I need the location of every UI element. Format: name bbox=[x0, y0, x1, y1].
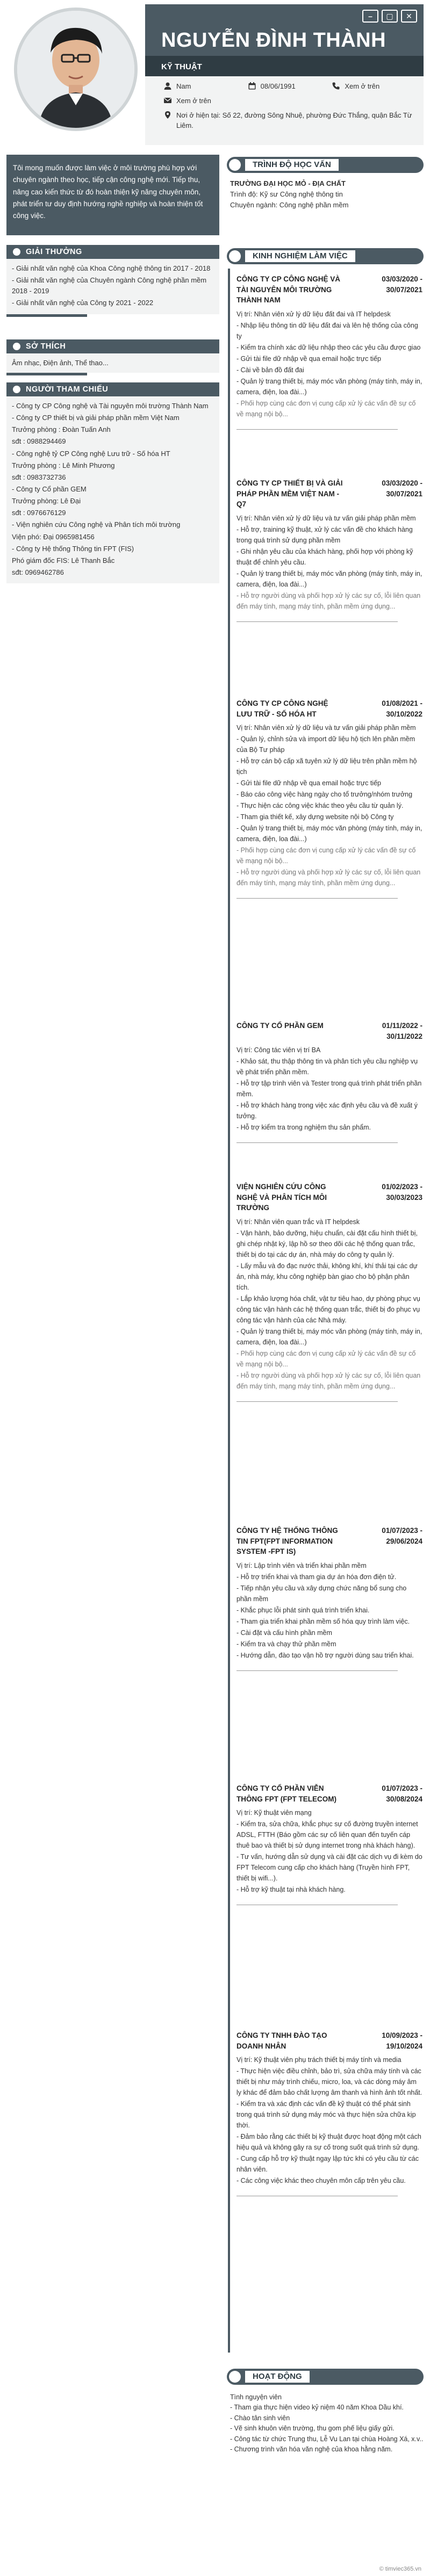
awards-section bbox=[6, 245, 219, 317]
section-divider bbox=[236, 898, 398, 899]
list-item: - Lấy mẫu và đo đạc nước thải, không khí, khí thải tại các dự án, nhà máy, khu công nghiệp bàn giao cho bộ phận phân tích. bbox=[236, 1262, 418, 1291]
list-item: - Vẽ sinh khuôn viên trường, thu gom phế liệu giấy gửi. bbox=[230, 2425, 395, 2433]
list-item: Vị trí: Lập trình viên và triển khai phần mềm bbox=[236, 1561, 367, 1569]
list-item: - Công ty CP Công nghệ và Tài nguyên môi trường Thành Nam bbox=[12, 402, 209, 410]
company-name: CÔNG TY CỔ PHẦN GEM bbox=[236, 1022, 324, 1030]
bullet-dot-icon bbox=[229, 159, 241, 171]
list-item: - Gửi tài file dữ nhập về qua email hoặc trực tiếp bbox=[236, 354, 381, 363]
job-bar bbox=[145, 56, 424, 76]
list-item: sđt : 0988294469 bbox=[12, 437, 66, 446]
activities-section bbox=[227, 2369, 424, 2455]
list-item: sđt: 0969462786 bbox=[12, 568, 64, 576]
footer-watermark: © timviec365.vn bbox=[379, 2566, 421, 2572]
gender-value: Nam bbox=[176, 82, 191, 90]
employment-dates: 03/03/2020 - 30/07/2021 bbox=[382, 275, 422, 294]
company-name: VIỆN NGHIÊN CỨU CÔNG NGHỆ VÀ PHÂN TÍCH MÔI TRƯỜNG bbox=[236, 1183, 327, 1212]
list-item: - Thực hiện việc điều chỉnh, bảo trì, sửa chữa máy tính và các thiết bị như máy trình chiếu, micro, loa, và các dòng máy âm ly khác để đảm bảo chất lượng âm thanh và hình ảnh tốt nhất. bbox=[236, 2067, 422, 2097]
list-item: - Công ty Cổ phần GEM bbox=[12, 484, 87, 493]
list-item: - Phối hợp cùng các đơn vị cung cấp xử lý các vấn đề sự cố về mạng nội bộ... bbox=[236, 846, 416, 865]
activities-list bbox=[227, 2392, 424, 2455]
experience-item bbox=[236, 1021, 422, 1143]
list-item: - Công ty CP thiết bị và giải pháp phần mềm Việt Nam bbox=[12, 414, 180, 422]
employment-dates: 03/03/2020 - 30/07/2021 bbox=[382, 479, 422, 498]
list-item: - Hỗ trợ người dùng và phối hợp xử lý các sự cố, lỗi liên quan đến máy tính, mạng máy tính, phần mềm ứng dụng... bbox=[236, 869, 421, 887]
phone-value: Xem ở trên bbox=[345, 82, 380, 90]
list-item: - Kiểm tra chính xác dữ liệu nhập theo các yêu cầu được giao bbox=[236, 343, 421, 351]
email-icon bbox=[163, 96, 172, 105]
list-item: - Giải nhất văn nghệ của Công ty 2021 - 2022 bbox=[12, 299, 154, 307]
career-objective: Tôi mong muốn được làm việc ở môi trường phù hợp với chuyên ngành theo học, tiếp cận công nghệ mới. Tiếp thu, nâng cao kiến thức từ đó hoàn thiện kỹ năng chuyên môn, phát triển tư duy định hướng nghề nghiệp và hoàn thiện tốt công việc. bbox=[6, 155, 219, 235]
address-value: Nơi ở hiện tại: Số 22, đường Sông Nhuệ, phường Đức Thắng, quận Bắc Từ Liêm. bbox=[176, 111, 412, 129]
list-item: sđt : 0983732736 bbox=[12, 473, 66, 481]
section-divider bbox=[236, 1401, 398, 1402]
list-item: - Ghi nhận yêu cầu của khách hàng, phối hợp với phòng kỹ thuật để chỉnh yêu cầu. bbox=[236, 547, 413, 566]
list-item: Phó giám đốc FIS: Lê Thanh Bắc bbox=[12, 556, 115, 565]
list-item: - Cung cấp hỗ trợ kỹ thuật ngay lập tức khi có yêu cầu từ các nhân viên. bbox=[236, 2155, 419, 2174]
company-name: CÔNG TY CỔ PHẦN VIỄN THÔNG FPT (FPT TELECOM) bbox=[236, 1784, 336, 1803]
cv-header bbox=[6, 4, 424, 145]
bullet-dot-icon bbox=[229, 2371, 241, 2383]
experience-header bbox=[236, 478, 422, 510]
company-name: CÔNG TY CP CÔNG NGHỆ VÀ TÀI NGUYÊN MÔI TRƯỜNG THÀNH NAM bbox=[236, 275, 341, 305]
list-item: sđt : 0976676129 bbox=[12, 509, 66, 517]
bullet-dot-icon bbox=[13, 248, 20, 256]
list-item: Vị trí: Kỹ thuật viên phụ trách thiết bị máy tính và media bbox=[236, 2056, 402, 2064]
job-title: KỸ THUẬT bbox=[161, 62, 202, 71]
awards-title: GIẢI THƯỞNG bbox=[6, 245, 219, 259]
hobbies-title: SỞ THÍCH bbox=[6, 339, 219, 353]
section-divider bbox=[236, 621, 398, 622]
name-bar bbox=[145, 4, 424, 56]
list-item: - Đảm bảo rằng các thiết bị kỹ thuật được hoạt động một cách hiệu quả và không gây ra sự cố trong suốt quá trình sử dụng. bbox=[236, 2133, 421, 2152]
list-item: - Tham gia triển khai phần mềm số hóa quy trình làm việc. bbox=[236, 1617, 410, 1625]
list-item: - Thực hiện các công việc khác theo yêu cầu từ quản lý. bbox=[236, 802, 404, 810]
experience-header bbox=[236, 274, 422, 306]
list-item: - Quản lý trang thiết bị, máy móc văn phòng (máy tính, máy in, camera, điện, loa đài...) bbox=[236, 569, 422, 588]
list-item: - Báo cáo công việc hàng ngày cho tổ trưởng/nhóm trưởng bbox=[236, 791, 413, 799]
list-item: Viện phó: Đại 0965981456 bbox=[12, 532, 95, 541]
close-icon: ✕ bbox=[401, 10, 417, 23]
birthday-value: 08/06/1991 bbox=[260, 82, 296, 90]
experience-header bbox=[236, 1021, 422, 1041]
list-item: - Chương trình văn hóa văn nghệ của khoa hằng năm. bbox=[230, 2445, 393, 2453]
candidate-name: NGUYỄN ĐÌNH THÀNH bbox=[161, 29, 386, 52]
awards-list bbox=[6, 259, 219, 314]
list-item: - Hỗ trợ kiểm tra trong nghiệm thu sản phẩm. bbox=[236, 1124, 371, 1132]
minimize-icon: – bbox=[362, 10, 378, 23]
employment-dates: 01/08/2021 - 30/10/2022 bbox=[382, 699, 422, 718]
section-divider bbox=[6, 314, 87, 317]
list-item: - Quản lý trang thiết bị, máy móc văn phòng (máy tính, máy in, camera, điện, loa đài...) bbox=[236, 824, 422, 843]
list-item: Vị trí: Nhân viên xử lý dữ liệu và tư vấn giải pháp phần mềm bbox=[236, 724, 416, 732]
list-item: - Hỗ trợ kỹ thuật tại nhà khách hàng. bbox=[236, 1886, 346, 1894]
list-item: - Lắp khảo lượng hóa chất, vật tư tiêu hao, dự phòng phục vụ công tác vận hành các hệ thống quan trắc, thiết bị đo phục vụ công tác vận hành của các Nhà máy. bbox=[236, 1294, 420, 1324]
list-item: Trưởng phòng: Lê Đại bbox=[12, 497, 81, 505]
list-item: - Viện nghiên cứu Công nghệ và Phân tích môi trường bbox=[12, 520, 181, 529]
list-item: Tình nguyện viên bbox=[230, 2393, 282, 2401]
list-item: - Vận hành, bảo dưỡng, hiệu chuẩn, cài đặt cấu hình thiết bị, ghi chép nhật ký, lập hồ sơ theo dõi các hệ thống quan trắc, thiết bị do tại các dự án, nhà máy do công ty quản lý. bbox=[236, 1229, 418, 1258]
references-section bbox=[6, 382, 219, 583]
education-section bbox=[227, 157, 424, 211]
employment-dates: 01/02/2023 - 30/03/2023 bbox=[382, 1183, 422, 1202]
avatar bbox=[14, 8, 138, 131]
list-item: - Tiếp nhận yêu cầu và xây dựng chức năng bổ sung cho phần mềm bbox=[236, 1584, 407, 1603]
list-item: - Phối hợp cùng các đơn vị cung cấp xử lý các vấn đề sự cố về mạng nội bộ... bbox=[236, 399, 416, 418]
list-item: - Kiểm tra và xác định các vấn đề kỹ thuật có thể phát sinh trong quá trình sử dụng máy móc và thực hiện sửa chữa kịp thời. bbox=[236, 2100, 416, 2130]
list-item: - Hỗ trợ người dùng và phối hợp xử lý các sự cố, lỗi liên quan đến máy tính, mạng máy tính, phần mềm ứng dụng... bbox=[236, 591, 421, 610]
section-divider bbox=[236, 1142, 398, 1143]
experience-header bbox=[236, 2030, 422, 2051]
experience-item bbox=[236, 1182, 422, 1402]
employment-dates: 01/07/2023 - 30/08/2024 bbox=[382, 1784, 422, 1803]
list-item: - Các công việc khác theo chuyên môn cấp trên yêu cầu. bbox=[236, 2177, 406, 2185]
list-item: - Hỗ trợ triển khai và tham gia dự án hóa đơn điện tử. bbox=[236, 1573, 397, 1581]
list-item: - Khảo sát, thu thập thông tin và phân tích yêu cầu nghiệp vụ về phát triển phần mềm. bbox=[236, 1058, 418, 1076]
list-item: - Cài đặt và cấu hình phần mềm bbox=[236, 1629, 332, 1637]
list-item: - Chào tân sinh viên bbox=[230, 2414, 290, 2422]
window-buttons bbox=[362, 10, 417, 23]
list-item: - Tham gia thực hiện video kỷ niệm 40 năm Khoa Dầu khí. bbox=[230, 2404, 404, 2412]
experience-item bbox=[236, 274, 422, 430]
list-item: Trưởng phòng : Đoàn Tuấn Anh bbox=[12, 425, 111, 434]
list-item: - Tư vấn, hướng dẫn sử dụng và cài đặt các dịch vụ đi kèm do FPT Telecom cung cấp cho khách hàng (Truyền hình FPT, thiết bị wifi...). bbox=[236, 1853, 422, 1883]
experience-section bbox=[227, 248, 424, 264]
references-title: NGƯỜI THAM CHIẾU bbox=[6, 382, 219, 396]
timeline-line bbox=[228, 269, 230, 2353]
section-divider bbox=[6, 373, 87, 375]
degree: Trình độ: Kỹ sư Công nghệ thông tin bbox=[230, 190, 343, 199]
email-value: Xem ở trên bbox=[176, 96, 211, 105]
company-name: CÔNG TY HỆ THỐNG THÔNG TIN FPT(FPT INFORMATION SYSTEM -FPT IS) bbox=[236, 1526, 338, 1556]
experience-header bbox=[236, 1783, 422, 1804]
list-item: - Hỗ trợ cán bộ cấp xã tuyên xử lý dữ liệu trên phần mềm hộ tịch bbox=[236, 757, 417, 776]
list-item: - Quản lý trang thiết bị, máy móc văn phòng (máy tính, máy in, camera, điện, loa đài...) bbox=[236, 1327, 422, 1346]
experience-header bbox=[236, 1182, 422, 1213]
bullet-dot-icon bbox=[13, 386, 20, 393]
bullet-dot-icon bbox=[13, 343, 20, 350]
company-name: CÔNG TY TNHH ĐÀO TẠO DOANH NHÂN bbox=[236, 2031, 327, 2050]
list-item: Vị trí: Nhân viên quan trắc và IT helpdesk bbox=[236, 1218, 360, 1226]
list-item: - Quản lý trang thiết bị, máy móc văn phòng (máy tính, máy in, camera, điện, loa đài...) bbox=[236, 377, 422, 396]
calendar-icon bbox=[248, 82, 256, 90]
list-item: - Hỗ trợ người dùng và phối hợp xử lý các sự cố, lỗi liên quan đến máy tính, mạng máy tính, phần mềm ứng dụng... bbox=[236, 1371, 421, 1390]
experience-header bbox=[236, 1525, 422, 1557]
list-item: - Cài về bản đồ đất đai bbox=[236, 366, 304, 374]
education-title: TRÌNH ĐỘ HỌC VẤN bbox=[227, 157, 424, 173]
list-item: - Công tác từ chức Trung thu, Lễ Vu Lan tại chùa Hoàng Xá, x.v.. bbox=[230, 2435, 424, 2443]
list-item: - Gửi tài file dữ nhập về qua email hoặc trực tiếp bbox=[236, 779, 381, 787]
phone-icon bbox=[332, 82, 340, 90]
location-pin-icon bbox=[163, 111, 172, 119]
list-item: - Hỗ trợ khách hàng trong việc xác định yêu cầu và đề xuất ý tưởng. bbox=[236, 1102, 418, 1120]
list-item: - Giải nhất văn nghệ của Khoa Công nghệ thông tin 2017 - 2018 bbox=[12, 264, 211, 272]
major: Chuyên ngành: Công nghệ phần mềm bbox=[230, 201, 349, 209]
activities-title: HOẠT ĐỘNG bbox=[227, 2369, 424, 2385]
list-item: - Tham gia thiết kế, xây dựng website nội bộ Công ty bbox=[236, 813, 394, 821]
hobbies-text: Âm nhạc, Điện ảnh, Thể thao... bbox=[6, 353, 219, 373]
section-divider bbox=[236, 1670, 398, 1671]
list-item: - Công ty Hệ thống Thông tin FPT (FIS) bbox=[12, 544, 134, 553]
employment-dates: 01/11/2022 - 30/11/2022 bbox=[382, 1022, 422, 1040]
list-item: - Khắc phục lỗi phát sinh quá trình triển khai. bbox=[236, 1606, 370, 1614]
maximize-icon: ▢ bbox=[382, 10, 398, 23]
experience-item bbox=[236, 478, 422, 622]
list-item: - Kiểm tra, sửa chữa, khắc phục sự cố đường truyền internet ADSL, FTTH (Báo gồm các sự cố liên quan đến tuyến cáp thuê bao và thiết bị sử dụng internet trong nhà khách hàng). bbox=[236, 1820, 418, 1850]
company-name: CÔNG TY CP THIẾT BỊ VÀ GIẢI PHÁP PHẦN MỀM VIỆT NAM - Q7 bbox=[236, 479, 343, 509]
list-item: Vị trí: Công tác viên vị trí BA bbox=[236, 1046, 321, 1054]
user-icon bbox=[163, 82, 172, 90]
references-list bbox=[6, 396, 219, 583]
company-name: CÔNG TY CP CÔNG NGHỆ LƯU TRỮ - SỐ HÓA HT bbox=[236, 699, 328, 718]
list-item: Vị trí: Nhân viên xử lý dữ liệu đất đai và IT helpdesk bbox=[236, 310, 391, 318]
bullet-dot-icon bbox=[229, 250, 241, 262]
list-item: Vị trí: Nhân viên xử lý dữ liệu và tư vấn giải pháp phần mềm bbox=[236, 514, 416, 522]
experience-title: KINH NGHIỆM LÀM VIỆC bbox=[227, 248, 424, 264]
list-item: - Hỗ trợ tập trình viên và Tester trong quá trình phát triển phần mềm. bbox=[236, 1080, 422, 1098]
avatar-illustration bbox=[17, 11, 134, 128]
list-item: - Công nghệ tỷ CP Công nghệ Lưu trữ - Số hóa HT bbox=[12, 449, 170, 458]
list-item: - Quản lý, chỉnh sửa và import dữ liệu hộ tịch lên phần mềm của Bộ Tư pháp bbox=[236, 735, 415, 754]
experience-header bbox=[236, 698, 422, 719]
list-item: Vị trí: Kỹ thuật viên mạng bbox=[236, 1809, 312, 1817]
list-item: - Hỗ trợ, training kỹ thuật, xử lý các vấn đề cho khách hàng trong quá trình sử dụng phần mềm bbox=[236, 525, 413, 544]
experience-item bbox=[236, 1783, 422, 1905]
experience-item bbox=[236, 698, 422, 899]
employment-dates: 10/09/2023 - 19/10/2024 bbox=[382, 2031, 422, 2050]
hobbies-section bbox=[6, 339, 219, 375]
school-name: TRƯỜNG ĐẠI HỌC MỎ - ĐỊA CHẤT bbox=[230, 179, 346, 187]
list-item: - Hướng dẫn, đào tạo vận hồ trợ người dùng sau triển khai. bbox=[236, 1651, 414, 1659]
list-item: - Phối hợp cùng các đơn vị cung cấp xử lý các vấn đề sự cố về mạng nội bộ... bbox=[236, 1349, 416, 1368]
list-item: - Giải nhất văn nghệ của Chuyên ngành Công nghệ phần mềm 2018 - 2019 bbox=[12, 276, 207, 295]
list-item: - Kiểm tra và chạy thử phần mềm bbox=[236, 1640, 336, 1648]
experience-item bbox=[236, 1525, 422, 1671]
contact-info bbox=[163, 82, 416, 135]
education-details bbox=[227, 178, 424, 211]
employment-dates: 01/07/2023 - 29/06/2024 bbox=[382, 1526, 422, 1545]
list-item: Trưởng phòng : Lê Minh Phương bbox=[12, 461, 115, 469]
list-item: - Nhập liệu thông tin dữ liệu đất đai và lên hệ thống của công ty bbox=[236, 321, 418, 340]
experience-item bbox=[236, 2030, 422, 2196]
section-divider bbox=[236, 429, 398, 430]
